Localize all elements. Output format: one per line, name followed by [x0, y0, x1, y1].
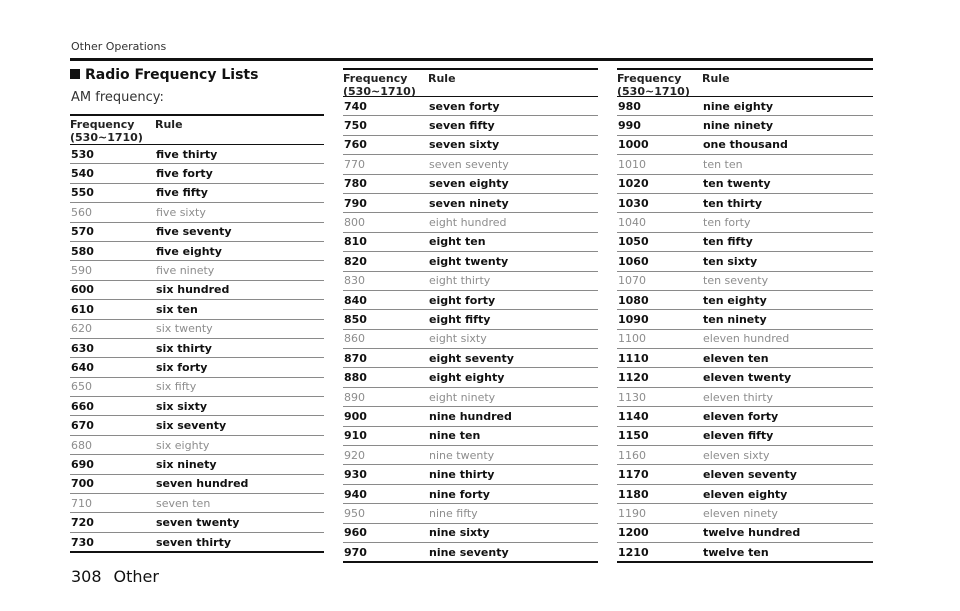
table-row: [70, 358, 324, 377]
rule-cell: seven eighty: [429, 177, 509, 191]
table-row: [343, 116, 598, 135]
rule-cell: eight sixty: [429, 332, 487, 346]
table-row: [70, 475, 324, 494]
rule-cell: ten ninety: [703, 312, 767, 326]
rule-cell: eleven thirty: [703, 390, 774, 404]
frequency-cell: 980: [618, 99, 641, 113]
frequency-header-line1: Frequency: [617, 72, 682, 85]
frequency-cell: 640: [71, 360, 94, 374]
rule-cell: six ninety: [156, 457, 217, 471]
rule-cell: six seventy: [156, 419, 227, 433]
frequency-cell: 1110: [618, 351, 649, 365]
rule-cell: eight ninety: [429, 390, 496, 404]
frequency-cell: 910: [344, 429, 367, 443]
frequency-cell: 810: [344, 235, 367, 249]
square-bullet-icon: [70, 69, 80, 79]
rule-cell: nine eighty: [703, 99, 774, 113]
frequency-cell: 580: [71, 244, 94, 258]
frequency-cell: 710: [71, 496, 92, 510]
table-row: [70, 145, 324, 164]
frequency-cell: 1070: [618, 274, 646, 288]
rule-cell: eight twenty: [429, 254, 509, 268]
table-row: [70, 223, 324, 242]
frequency-cell: 860: [344, 332, 365, 346]
frequency-cell: 1120: [618, 371, 649, 385]
frequency-cell: 720: [71, 516, 94, 530]
frequency-cell: 920: [344, 448, 365, 462]
frequency-cell: 1100: [618, 332, 646, 346]
table-body: [70, 145, 324, 553]
frequency-cell: 800: [344, 216, 365, 230]
frequency-cell: 900: [344, 409, 367, 423]
rule-cell: five ninety: [156, 264, 215, 278]
rule-cell: ten fifty: [703, 235, 753, 249]
table-row: [617, 213, 873, 232]
rule-cell: seven forty: [429, 99, 500, 113]
frequency-header-line2: (530~1710): [70, 131, 143, 144]
table-row: [617, 446, 873, 465]
frequency-cell: 750: [344, 119, 367, 133]
rule-header: Rule: [155, 118, 183, 131]
table-row: [70, 436, 324, 455]
rule-cell: one thousand: [703, 138, 788, 152]
frequency-cell: 890: [344, 390, 365, 404]
rule-cell: eight eighty: [429, 371, 505, 385]
frequency-table-column-2: [343, 68, 598, 563]
table-row: [343, 446, 598, 465]
rule-cell: six twenty: [156, 322, 213, 336]
table-row: [343, 388, 598, 407]
frequency-cell: 870: [344, 351, 367, 365]
rule-cell: six eighty: [156, 438, 210, 452]
table-row: [343, 194, 598, 213]
table-row: [343, 175, 598, 194]
frequency-cell: 1190: [618, 506, 646, 520]
rule-cell: seven sixty: [429, 138, 500, 152]
frequency-cell: 820: [344, 254, 367, 268]
table-row: [70, 203, 324, 222]
frequency-cell: 1020: [618, 177, 649, 191]
section-title-text: Radio Frequency Lists: [85, 67, 259, 83]
table-row: [343, 252, 598, 271]
frequency-cell: 760: [344, 138, 367, 152]
rule-cell: nine seventy: [429, 545, 509, 559]
table-row: [617, 465, 873, 484]
rule-header: Rule: [702, 72, 730, 85]
rule-cell: five eighty: [156, 244, 222, 258]
table-row: [617, 485, 873, 504]
table-body: [343, 97, 598, 563]
frequency-cell: 1040: [618, 216, 646, 230]
rule-cell: eleven seventy: [703, 468, 797, 482]
rule-cell: seven ninety: [429, 196, 509, 210]
table-header: [70, 116, 324, 144]
table-row: [617, 330, 873, 349]
frequency-cell: 1060: [618, 254, 649, 268]
rule-cell: nine ninety: [703, 119, 774, 133]
frequency-cell: 1150: [618, 429, 649, 443]
table-row: [70, 184, 324, 203]
rule-cell: six thirty: [156, 341, 212, 355]
frequency-cell: 630: [71, 341, 94, 355]
frequency-cell: 970: [344, 545, 367, 559]
frequency-cell: 600: [71, 283, 94, 297]
frequency-cell: 1200: [618, 526, 649, 540]
breadcrumb: Other Operations: [71, 40, 167, 53]
table-row: [343, 310, 598, 329]
table-row: [70, 378, 324, 397]
table-row: [617, 136, 873, 155]
table-row: [617, 291, 873, 310]
table-row: [617, 175, 873, 194]
frequency-cell: 840: [344, 293, 367, 307]
table-row: [617, 272, 873, 291]
rule-cell: eleven hundred: [703, 332, 790, 346]
table-row: [343, 543, 598, 563]
rule-cell: six forty: [156, 360, 208, 374]
frequency-table-column-1: [70, 114, 324, 553]
frequency-cell: 610: [71, 302, 94, 316]
table-row: [343, 504, 598, 523]
table-row: [343, 368, 598, 387]
rule-cell: nine twenty: [429, 448, 495, 462]
rule-cell: twelve ten: [703, 545, 769, 559]
rule-cell: six fifty: [156, 380, 197, 394]
table-row: [617, 194, 873, 213]
table-row: [343, 97, 598, 116]
section-title: [70, 67, 258, 83]
rule-cell: seven hundred: [156, 477, 249, 491]
frequency-cell: 1170: [618, 468, 649, 482]
table-row: [617, 310, 873, 329]
table-row: [343, 485, 598, 504]
table-row: [343, 136, 598, 155]
page-number: 308: [71, 567, 102, 586]
rule-cell: nine hundred: [429, 409, 512, 423]
rule-cell: eleven sixty: [703, 448, 770, 462]
table-body: [617, 97, 873, 563]
rule-cell: ten forty: [703, 216, 751, 230]
rule-cell: seven seventy: [429, 157, 509, 171]
frequency-cell: 790: [344, 196, 367, 210]
frequency-cell: 830: [344, 274, 365, 288]
table-row: [617, 349, 873, 368]
frequency-header-line1: Frequency: [343, 72, 408, 85]
table-row: [617, 368, 873, 387]
table-row: [343, 427, 598, 446]
rule-cell: six hundred: [156, 283, 230, 297]
header-rule: [70, 58, 873, 61]
frequency-header-line1: Frequency: [70, 118, 135, 131]
table-row: [70, 164, 324, 183]
frequency-header: [343, 72, 428, 96]
table-row: [343, 155, 598, 174]
rule-cell: eleven fifty: [703, 429, 774, 443]
frequency-header: [70, 118, 155, 144]
rule-cell: five fifty: [156, 186, 208, 200]
rule-cell: eleven ninety: [703, 506, 778, 520]
rule-cell: nine thirty: [429, 468, 495, 482]
frequency-cell: 770: [344, 157, 365, 171]
frequency-cell: 1140: [618, 409, 649, 423]
frequency-cell: 660: [71, 399, 94, 413]
frequency-cell: 940: [344, 487, 367, 501]
table-row: [343, 465, 598, 484]
rule-cell: seven twenty: [156, 516, 240, 530]
table-row: [70, 339, 324, 358]
table-header: [343, 70, 598, 96]
rule-cell: eight fifty: [429, 312, 491, 326]
rule-cell: eleven eighty: [703, 487, 788, 501]
rule-cell: five thirty: [156, 147, 218, 161]
rule-cell: nine fifty: [429, 506, 478, 520]
subtitle: AM frequency:: [71, 90, 164, 105]
frequency-cell: 690: [71, 457, 94, 471]
table-row: [343, 407, 598, 426]
frequency-cell: 590: [71, 264, 92, 278]
frequency-header-line2: (530~1710): [617, 85, 690, 98]
rule-cell: five sixty: [156, 205, 206, 219]
frequency-cell: 1130: [618, 390, 646, 404]
rule-cell: ten thirty: [703, 196, 763, 210]
table-row: [617, 427, 873, 446]
frequency-cell: 1180: [618, 487, 649, 501]
frequency-cell: 530: [71, 147, 94, 161]
frequency-header: [617, 72, 702, 96]
table-row: [617, 116, 873, 135]
rule-cell: eight seventy: [429, 351, 514, 365]
frequency-cell: 960: [344, 526, 367, 540]
table-row: [343, 213, 598, 232]
rule-cell: six ten: [156, 302, 198, 316]
frequency-cell: 540: [71, 167, 94, 181]
frequency-cell: 1000: [618, 138, 649, 152]
frequency-cell: 1160: [618, 448, 646, 462]
frequency-cell: 740: [344, 99, 367, 113]
frequency-cell: 1080: [618, 293, 649, 307]
table-row: [617, 504, 873, 523]
table-row: [70, 261, 324, 280]
frequency-cell: 1050: [618, 235, 649, 249]
table-row: [343, 524, 598, 543]
table-row: [343, 233, 598, 252]
table-row: [617, 388, 873, 407]
table-row: [617, 543, 873, 563]
table-row: [343, 330, 598, 349]
frequency-cell: 650: [71, 380, 92, 394]
rule-cell: eleven forty: [703, 409, 779, 423]
rule-cell: twelve hundred: [703, 526, 801, 540]
rule-header: Rule: [428, 72, 456, 85]
table-row: [343, 349, 598, 368]
table-row: [70, 513, 324, 532]
rule-cell: seven fifty: [429, 119, 495, 133]
footer-section: Other: [113, 567, 159, 586]
table-row: [70, 320, 324, 339]
frequency-cell: 850: [344, 312, 367, 326]
frequency-table-column-3: [617, 68, 873, 563]
rule-cell: nine forty: [429, 487, 490, 501]
table-row: [343, 291, 598, 310]
frequency-cell: 570: [71, 225, 94, 239]
frequency-cell: 680: [71, 438, 92, 452]
table-header: [617, 70, 873, 96]
rule-cell: six sixty: [156, 399, 208, 413]
rule-cell: eight hundred: [429, 216, 507, 230]
frequency-cell: 1030: [618, 196, 649, 210]
frequency-cell: 550: [71, 186, 94, 200]
rule-cell: nine sixty: [429, 526, 490, 540]
table-row: [617, 524, 873, 543]
frequency-cell: 560: [71, 205, 92, 219]
frequency-cell: 930: [344, 468, 367, 482]
table-row: [70, 242, 324, 261]
frequency-cell: 730: [71, 535, 94, 549]
frequency-cell: 700: [71, 477, 94, 491]
rule-cell: eleven twenty: [703, 371, 792, 385]
rule-cell: ten sixty: [703, 254, 758, 268]
table-row: [70, 533, 324, 553]
frequency-cell: 1210: [618, 545, 649, 559]
table-row: [617, 155, 873, 174]
rule-cell: eight thirty: [429, 274, 491, 288]
rule-cell: five seventy: [156, 225, 232, 239]
frequency-cell: 950: [344, 506, 365, 520]
table-row: [70, 397, 324, 416]
table-row: [617, 97, 873, 116]
table-row: [70, 281, 324, 300]
frequency-cell: 1010: [618, 157, 646, 171]
rule-cell: five forty: [156, 167, 213, 181]
table-row: [70, 416, 324, 435]
frequency-cell: 880: [344, 371, 367, 385]
rule-cell: ten eighty: [703, 293, 767, 307]
frequency-cell: 990: [618, 119, 641, 133]
frequency-cell: 670: [71, 419, 94, 433]
frequency-header-line2: (530~1710): [343, 85, 416, 98]
frequency-cell: 780: [344, 177, 367, 191]
rule-cell: seven ten: [156, 496, 211, 510]
rule-cell: eleven ten: [703, 351, 769, 365]
table-row: [343, 272, 598, 291]
table-row: [617, 252, 873, 271]
table-row: [617, 233, 873, 252]
frequency-cell: 620: [71, 322, 92, 336]
rule-cell: ten ten: [703, 157, 743, 171]
table-row: [70, 455, 324, 474]
rule-cell: ten seventy: [703, 274, 769, 288]
frequency-cell: 1090: [618, 312, 649, 326]
table-row: [70, 494, 324, 513]
page-footer: [71, 567, 171, 586]
rule-cell: ten twenty: [703, 177, 771, 191]
rule-cell: eight forty: [429, 293, 496, 307]
rule-cell: nine ten: [429, 429, 481, 443]
table-row: [70, 300, 324, 319]
rule-cell: seven thirty: [156, 535, 232, 549]
table-row: [617, 407, 873, 426]
rule-cell: eight ten: [429, 235, 486, 249]
